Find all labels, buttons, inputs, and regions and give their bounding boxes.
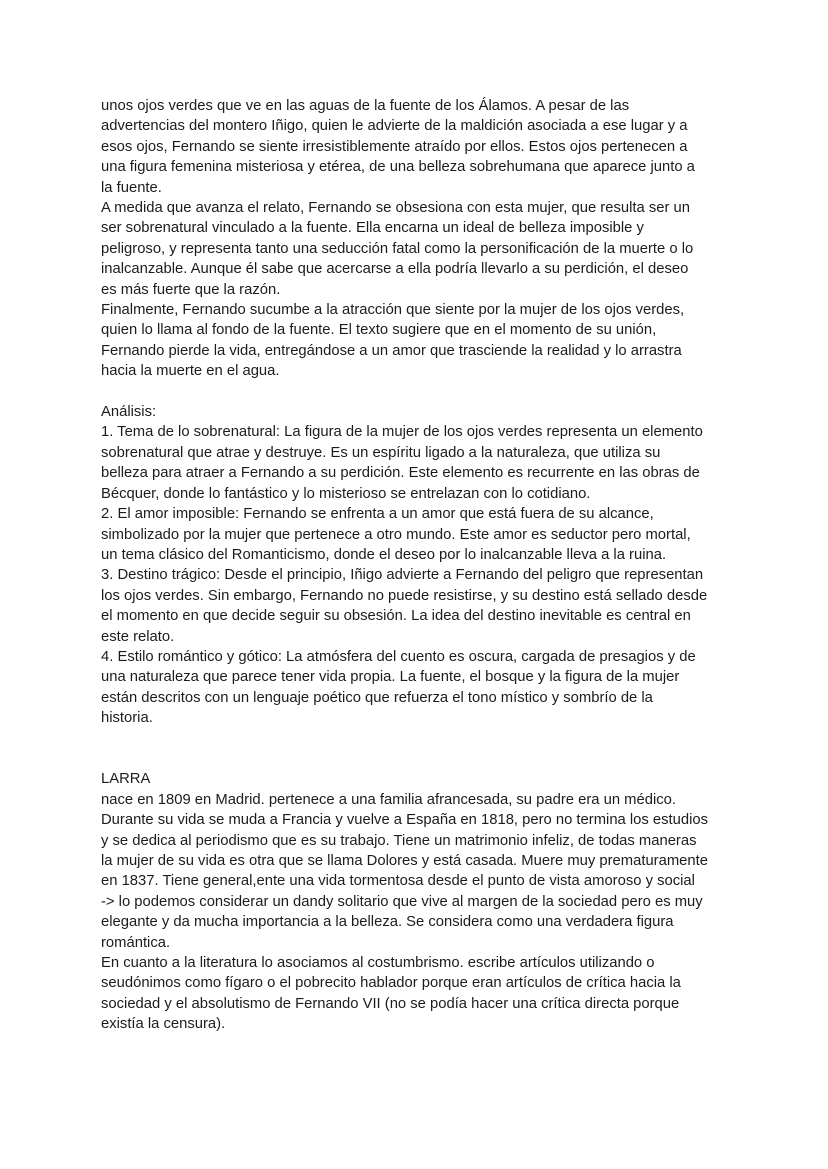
text-line: Finalmente, Fernando sucumbe a la atracción que siente por la mujer de los ojos verdes,	[101, 302, 685, 319]
analysis-item-3	[101, 565, 741, 647]
text-line: unos ojos verdes que ve en las aguas de la fuente de los Álamos. A pesar de las	[101, 98, 630, 114]
text-line: esos ojos, Fernando se siente irresistiblemente atraído por ellos. Estos ojos pertenecen a	[101, 138, 688, 155]
analysis-item-2	[101, 504, 741, 565]
text-line: 1. Tema de lo sobrenatural: La figura de la mujer de los ojos verdes representa un elemento	[101, 424, 703, 441]
text-line: simbolizado por la mujer que pertenece a otro mundo. Este amor es seductor pero mortal,	[101, 526, 691, 543]
story-paragraph-2	[101, 198, 741, 300]
text-line: los ojos verdes. Sin embargo, Fernando no puede resistirse, y su destino está sellado desde	[101, 587, 708, 604]
text-line: el momento en que decide seguir su obsesión. La idea del destino inevitable es central en	[101, 608, 691, 625]
blank-line	[101, 382, 741, 402]
text-line: la mujer de su vida es otra que se llama Dolores y está casada. Muere muy prematuramente	[101, 852, 708, 869]
text-line: belleza para atraer a Fernando a su perdición. Este elemento es recurrente en las obras de	[101, 465, 700, 482]
text-line: es más fuerte que la razón.	[101, 281, 281, 298]
text-line: sociedad y el absolutismo de Fernando VII (no se podía hacer una crítica directa porque	[101, 995, 680, 1012]
text-line: un tema clásico del Romanticismo, donde el deseo por lo inalcanzable lleva a la ruina.	[101, 546, 667, 563]
text-line: en 1837. Tiene general,ente una vida tormentosa desde el punto de vista amoroso y social	[101, 873, 695, 890]
text-line: ser sobrenatural vinculado a la fuente. Ella encarna un ideal de belleza imposible y	[101, 220, 644, 237]
text-line: una figura femenina misteriosa y etérea, de una belleza sobrehumana que aparece junto a	[101, 159, 695, 176]
larra-paragraph-2	[101, 953, 741, 1035]
text-line: peligroso, y representa tanto una seducción fatal como la personificación de la muerte o lo	[101, 240, 694, 257]
blank-line	[101, 749, 741, 769]
analysis-item-1	[101, 422, 741, 504]
text-line: hacia la muerte en el agua.	[101, 363, 280, 380]
text-line: la fuente.	[101, 179, 162, 196]
text-line: En cuanto a la literatura lo asociamos al costumbrismo. escribe artículos utilizando o	[101, 955, 655, 972]
text-line: sobrenatural que atrae y destruye. Es un espíritu ligado a la naturaleza, que utiliza su	[101, 444, 661, 461]
text-line: Durante su vida se muda a Francia y vuelve a España en 1818, pero no termina los estudios	[101, 812, 709, 829]
document-page	[101, 96, 741, 1035]
text-line: quien lo llama al fondo de la fuente. El texto sugiere que en el momento de su unión,	[101, 322, 657, 339]
text-line: Bécquer, donde lo fantástico y lo misterioso se entrelazan con lo cotidiano.	[101, 485, 591, 502]
analysis-heading: Análisis:	[101, 404, 157, 421]
text-line: A medida que avanza el relato, Fernando se obsesiona con esta mujer, que resulta ser un	[101, 200, 690, 217]
text-line: -> lo podemos considerar un dandy solitario que vive al margen de la sociedad pero es muy	[101, 893, 703, 910]
text-line: advertencias del montero Iñigo, quien le advierte de la maldición asociada a ese lugar y a	[101, 118, 688, 135]
text-line: 3. Destino trágico: Desde el principio, Iñigo advierte a Fernando del peligro que representan	[101, 567, 704, 584]
text-line: seudónimos como fígaro o el pobrecito hablador porque eran artículos de crítica hacia la	[101, 975, 681, 992]
story-paragraph-1	[101, 96, 741, 198]
text-line: Fernando pierde la vida, entregándose a un amor que trasciende la realidad y lo arrastra	[101, 342, 682, 359]
text-line: una naturaleza que parece tener vida propia. La fuente, el bosque y la figura de la mujer	[101, 669, 680, 686]
larra-paragraph-1	[101, 790, 741, 953]
blank-line	[101, 729, 741, 749]
text-line: inalcanzable. Aunque él sabe que acercarse a ella podría llevarlo a su perdición, el deseo	[101, 261, 689, 278]
story-paragraph-3	[101, 300, 741, 382]
text-line: este relato.	[101, 628, 175, 645]
text-line: historia.	[101, 710, 153, 727]
analysis-item-4	[101, 647, 741, 729]
text-line: 4. Estilo romántico y gótico: La atmósfera del cuento es oscura, cargada de presagios y de	[101, 648, 696, 665]
text-line: romántica.	[101, 934, 171, 951]
larra-heading: LARRA	[101, 771, 151, 788]
text-line: 2. El amor imposible: Fernando se enfrenta a un amor que está fuera de su alcance,	[101, 506, 654, 523]
text-line: y se dedica al periodismo que es su trabajo. Tiene un matrimonio infeliz, de todas maneras	[101, 832, 697, 849]
text-line: nace en 1809 en Madrid. pertenece a una familia afrancesada, su padre era un médico.	[101, 791, 676, 808]
text-line: están descritos con un lenguaje poético que refuerza el tono místico y sombrío de la	[101, 689, 653, 706]
text-line: elegante y da mucha importancia a la belleza. Se considera como una verdadera figura	[101, 914, 674, 931]
text-line: existía la censura).	[101, 1016, 226, 1033]
